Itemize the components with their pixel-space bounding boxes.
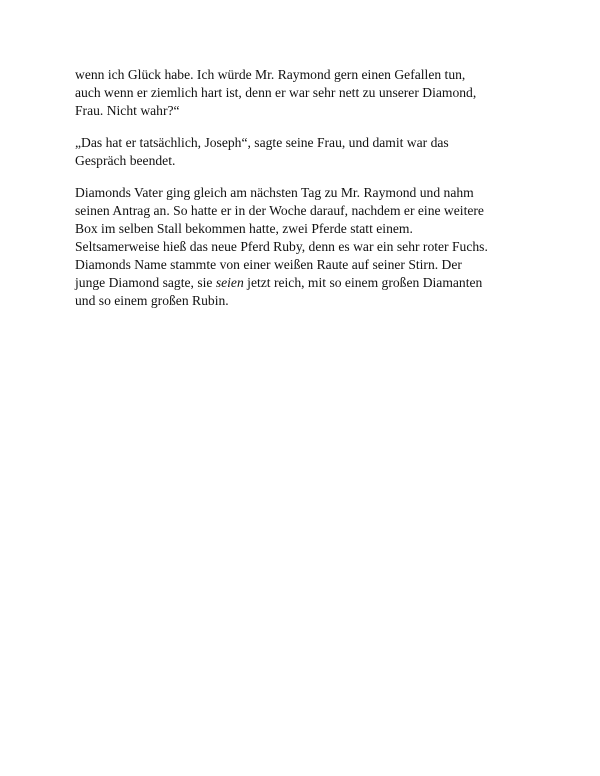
paragraph-3-text-before: Diamonds Vater ging gleich am nächsten Tag zu Mr. Raymond und nahm seinen Antrag an. So hatte er in der Woche darauf, nachdem er eine weitere Box im selben Stall bekommen hatte, zwei Pferde statt einem. Seltsamerweise hieß das neue Pferd Ruby, denn es war ein sehr roter Fuchs. Diamonds Name stammte von einer weißen Raute auf seiner Stirn. Der junge Diamond sagte, sie — [75, 185, 488, 290]
paragraph-2: „Das hat er tatsächlich, Joseph“, sagte seine Frau, und damit war das Gespräch beendet. — [75, 135, 449, 168]
paragraph-3 — [75, 184, 530, 310]
paragraph-1: wenn ich Glück habe. Ich würde Mr. Raymond gern einen Gefallen tun, auch wenn er ziemlich hart ist, denn er war sehr nett zu unserer Diamond, Frau. Nicht wahr?“ — [75, 67, 477, 118]
paragraph-3-text-after: jetzt reich, mit so einem großen Diamanten und so einem großen Rubin. — [75, 275, 483, 308]
emphasized-word: seien — [215, 275, 244, 290]
body-text — [75, 66, 530, 324]
